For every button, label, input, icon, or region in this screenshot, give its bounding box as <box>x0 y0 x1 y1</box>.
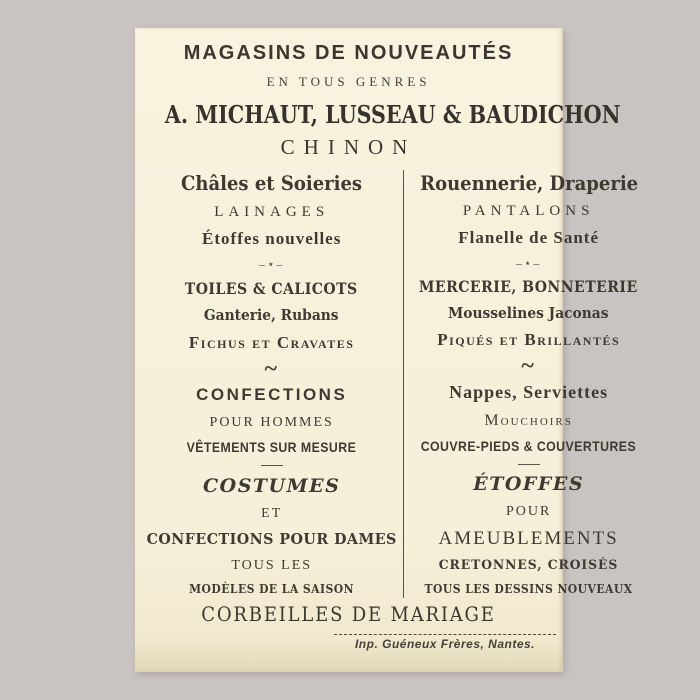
right-column <box>404 170 653 598</box>
right-line-piques: Piqués et Brillantés <box>437 330 621 350</box>
trade-card <box>135 28 639 672</box>
two-column-listing <box>140 170 639 598</box>
fleuron-divider-icon: –⋆– <box>515 256 542 271</box>
left-line-confections: CONFECTIONS <box>196 385 348 405</box>
left-line-pour-hommes: POUR HOMMES <box>209 414 334 430</box>
right-line-pantalons: PANTALONS <box>462 203 595 220</box>
squiggle-divider-icon: ~ <box>521 353 536 380</box>
header-subtitle: EN TOUS GENRES <box>266 74 431 89</box>
right-line-dessins: TOUS LES DESSINS NOUVEAUX <box>424 581 633 596</box>
left-line-dames: CONFECTIONS POUR DAMES <box>146 530 397 549</box>
right-line-mouchoirs: Mouchoirs <box>484 411 573 429</box>
right-line-nappes: Nappes, Serviettes <box>449 381 609 402</box>
card-header <box>135 42 621 160</box>
header-city: CHINON <box>280 135 417 159</box>
right-line-mercerie: MERCERIE, BONNETERIE <box>419 277 639 297</box>
fleuron-divider-icon: –⋆– <box>258 257 285 272</box>
right-line-cretonnes: CRETONNES, CROISÉS <box>438 558 619 573</box>
rule-divider <box>518 464 540 465</box>
left-line-lainages: LAINAGES <box>214 203 330 220</box>
header-shop-type: MAGASINS DE NOUVEAUTÉS <box>183 42 514 64</box>
banner-corbeilles: CORBEILLES DE MARIAGE <box>201 602 496 626</box>
left-line-toiles: TOILES & CALICOTS <box>185 279 359 299</box>
right-line-mousselines: Mousselines Jaconas <box>448 304 609 323</box>
header-proprietors: A. MICHAUT, LUSSEAU & BAUDICHON <box>164 100 621 129</box>
right-line-pour: POUR <box>505 504 552 520</box>
left-line-vetements: VÊTEMENTS SUR MESURE <box>186 438 357 455</box>
right-line-ameublements: AMEUBLEMENTS <box>438 527 619 549</box>
squiggle-divider-icon: ~ <box>264 356 279 383</box>
left-line-ganterie: Ganterie, Rubans <box>204 306 340 325</box>
rule-divider <box>261 465 283 466</box>
left-line-tous-les: TOUS LES <box>231 557 313 573</box>
left-line-et: ET <box>261 506 283 522</box>
right-line-etoffes: ÉTOFFES <box>473 472 585 495</box>
left-line-saison: MODÈLES DE LA SAISON <box>189 581 355 596</box>
left-line-fichus: Fichus et Cravates <box>188 332 355 352</box>
right-line-couvre-pieds: COUVRE-PIEDS & COUVERTURES <box>420 437 637 454</box>
printer-imprint: Inp. Guéneux Frères, Nantes. <box>334 634 556 651</box>
right-line-flanelle: Flanelle de Santé <box>458 228 600 248</box>
left-line-chales: Châles et Soieries <box>181 171 363 195</box>
left-line-costumes: COSTUMES <box>203 474 341 497</box>
left-column <box>140 170 404 598</box>
right-line-rouennerie: Rouennerie, Draperie <box>419 171 638 195</box>
left-line-etoffes: Étoffes nouvelles <box>202 228 342 248</box>
